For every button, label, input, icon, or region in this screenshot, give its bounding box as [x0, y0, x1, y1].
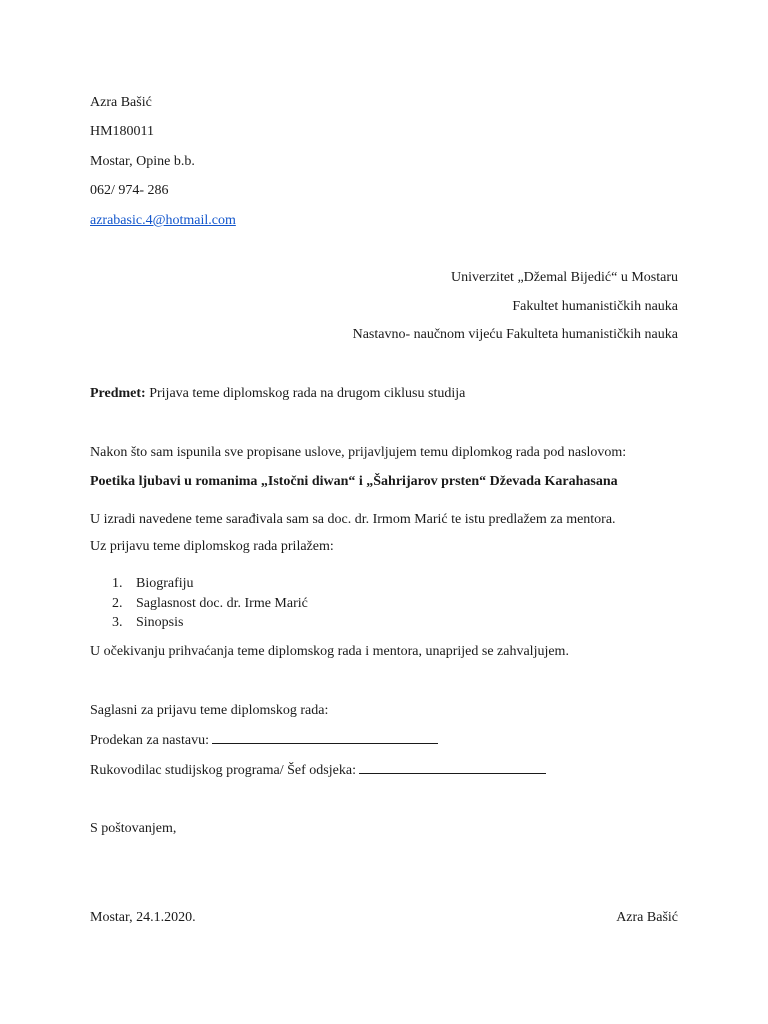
attachments-intro: Uz prijavu teme diplomskog rada prilažem:	[90, 539, 334, 554]
list-item	[112, 594, 308, 614]
recipient-council: Nastavno- naučnom vijeću Fakulteta humanističkih nauka	[352, 327, 678, 342]
sender-address: Mostar, Opine b.b.	[90, 154, 195, 169]
rukovodilac-signature-line	[90, 761, 546, 780]
recipient-faculty: Fakultet humanističkih nauka	[512, 299, 678, 314]
recipient-university: Univerzitet „Džemal Bijedić“ u Mostaru	[450, 270, 678, 285]
approval-heading: Saglasni za prijavu teme diplomskog rada:	[90, 703, 329, 718]
signature-name: Azra Bašić	[616, 910, 678, 925]
subject-label: Predmet:	[90, 386, 146, 401]
prodekan-signature-blank	[212, 731, 438, 744]
prodekan-signature-line	[90, 731, 438, 750]
sender-phone: 062/ 974- 286	[90, 183, 169, 198]
list-item-number: 2.	[112, 595, 123, 611]
subject-line	[90, 385, 465, 403]
attachments-list	[112, 574, 308, 633]
body-intro: Nakon što sam ispunila sve propisane uslove, prijavljujem temu diplomkog rada pod naslovom:	[90, 445, 627, 460]
sender-index: HM180011	[90, 124, 155, 139]
list-item-text: Sinopsis	[136, 615, 184, 630]
list-item	[112, 613, 308, 633]
thesis-title: Poetika ljubavi u romanima „Istočni diwan“ i „Šahrijarov prsten“ Dževada Karahasana	[90, 474, 618, 489]
closing-note: U očekivanju prihvaćanja teme diplomskog rada i mentora, unaprijed se zahvaljujem.	[90, 644, 569, 659]
rukovodilac-signature-blank	[359, 761, 546, 774]
list-item-text: Biografiju	[136, 576, 194, 591]
prodekan-label: Prodekan za nastavu:	[90, 733, 209, 748]
mentor-sentence: U izradi navedene teme sarađivala sam sa doc. dr. Irmom Marić te istu predlažem za mentora.	[90, 512, 616, 527]
list-item-number: 1.	[112, 576, 123, 591]
list-item	[112, 574, 308, 594]
sender-email-link[interactable]: azrabasic.4@hotmail.com	[90, 213, 236, 228]
rukovodilac-label: Rukovodilac studijskog programa/ Šef odsjeka:	[90, 763, 356, 778]
place-date: Mostar, 24.1.2020.	[90, 910, 196, 925]
greeting: S poštovanjem,	[90, 821, 177, 836]
list-item-text: Saglasnost doc. dr. Irme Marić	[136, 595, 308, 611]
subject-text: Prijava teme diplomskog rada na drugom ciklusu studija	[149, 386, 466, 401]
list-item-number: 3.	[112, 615, 123, 630]
sender-name: Azra Bašić	[90, 95, 152, 110]
